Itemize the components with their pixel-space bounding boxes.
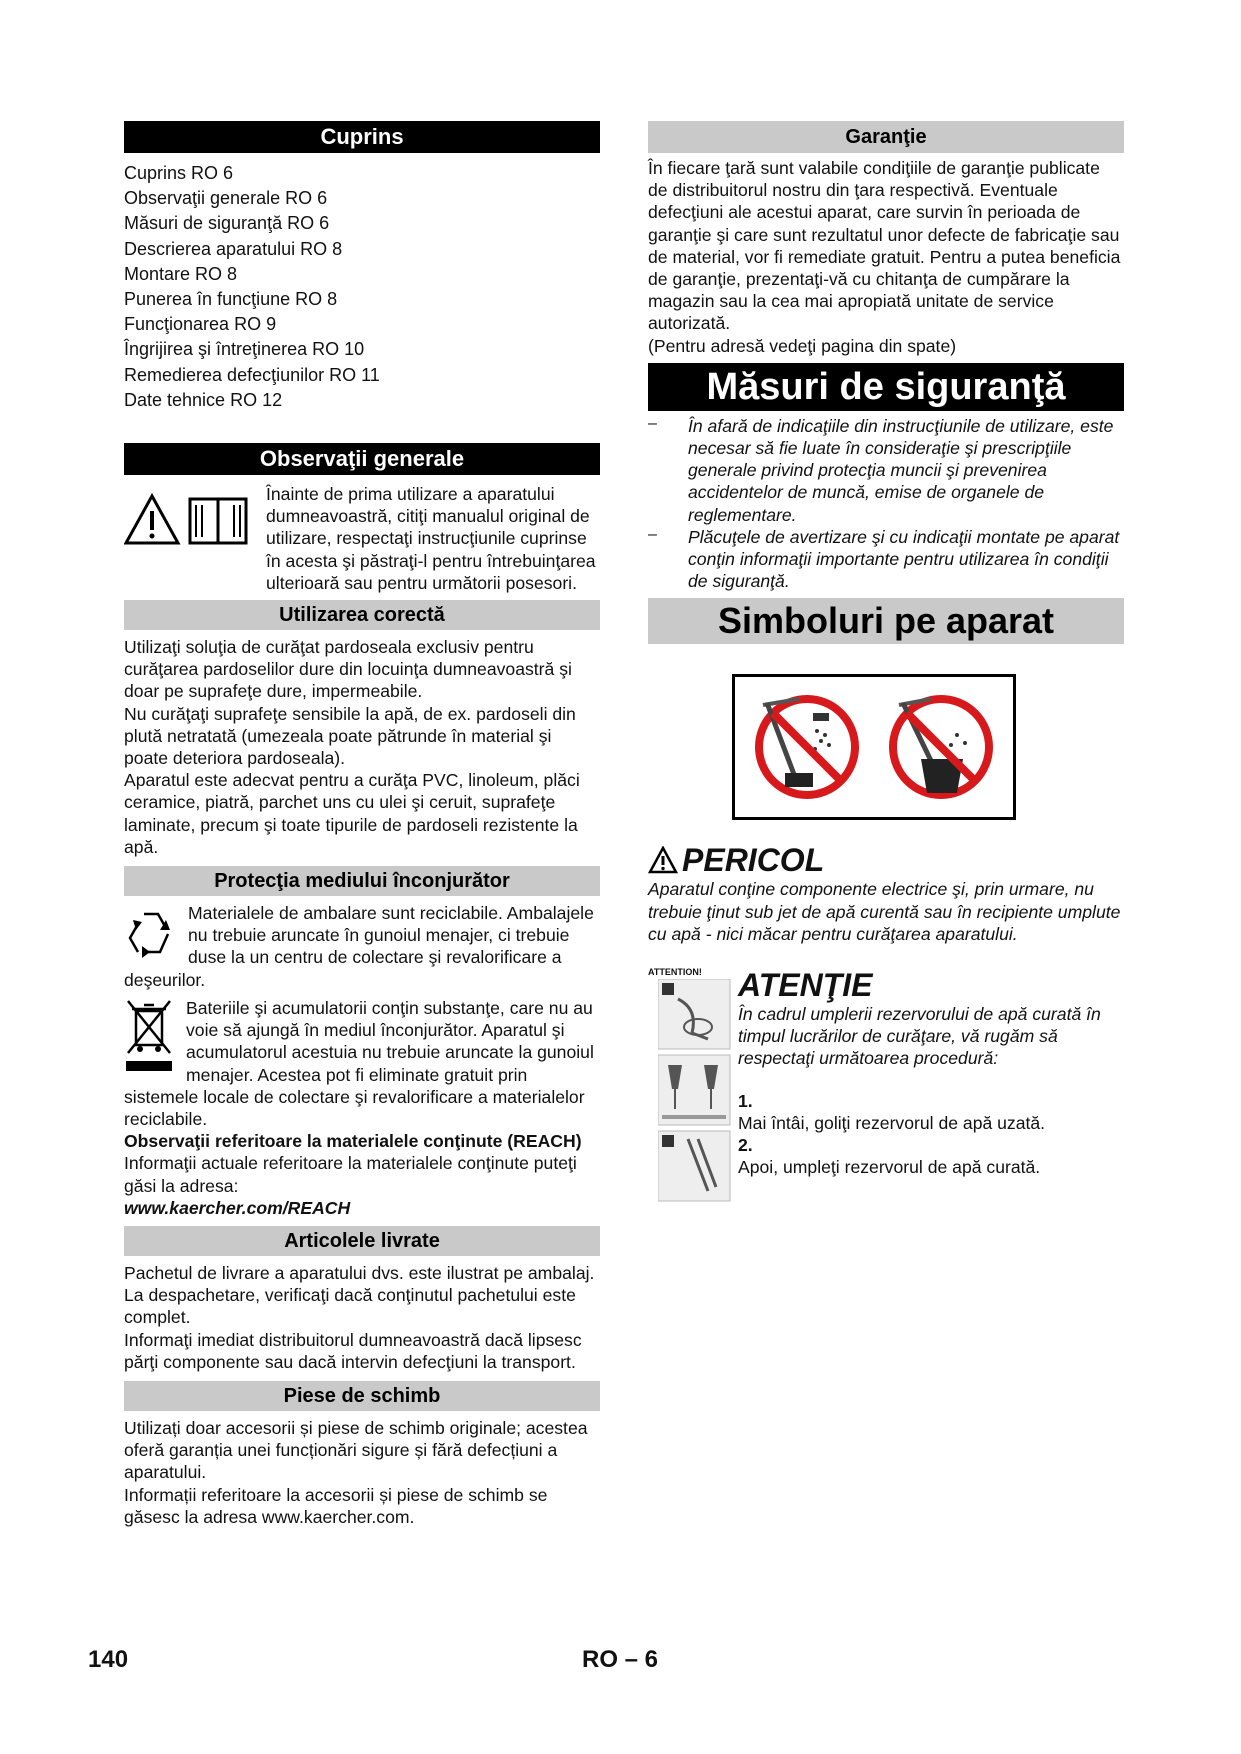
attention-image-label: ATTENTION!: [648, 967, 702, 978]
crossed-bin-icon: [124, 997, 176, 1073]
warranty-heading: Garanţie: [648, 121, 1124, 153]
safety-heading: Măsuri de siguranţă: [648, 363, 1124, 411]
step-1-number: 1.: [738, 1090, 753, 1111]
spare-heading: Piese de schimb: [124, 1381, 600, 1411]
toc-item[interactable]: Montare RO 8: [124, 263, 238, 284]
attention-images: [648, 967, 738, 1214]
toc-item[interactable]: Descrierea aparatului RO 8: [124, 238, 343, 259]
attention-content: [738, 967, 1124, 1214]
attention-block: [648, 967, 1124, 1214]
delivered-p2: Informaţi imediat distribuitorul dumneavoastră dacă lipsesc părţi componente sau dacă intervin defecţiuni la transport.: [124, 1329, 582, 1372]
page-number: 140: [88, 1646, 129, 1673]
attention-text: În cadrul umplerii rezervorului de apă curată în timpul lucrărilor de curăţare, vă rugăm să respectaţi următoarea procedură:: [738, 1004, 1101, 1069]
spare-p2: Informații referitoare la accesorii și piese de schimb se găsesc la adresa www.kaercher.com.: [124, 1484, 548, 1527]
toc-item[interactable]: Măsuri de siguranţă RO 6: [124, 213, 330, 234]
warranty-p2: (Pentru adresă vedeţi pagina din spate): [648, 335, 957, 356]
correct-use-p1: Utilizaţi soluţia de curăţat pardoseala exclusiv pentru curăţarea pardoselilor dure din locuinţa dumneavoastră şi doar pe suprafeţe dure, impermeabile.: [124, 637, 572, 702]
correct-use-p2: Nu curăţaţi suprafeţe sensibile la apă, de ex. pardoseli din plută netratată (umezeala poate pătrunde în material şi poate deteriora pardoseala).: [124, 703, 576, 769]
toc-item[interactable]: Cuprins RO 6: [124, 163, 234, 183]
toc-item[interactable]: Îngrijirea şi întreţinerea RO 10: [124, 339, 365, 360]
toc-item[interactable]: Punerea în funcţiune RO 8: [124, 289, 338, 310]
delivered-heading: Articolele livrate: [124, 1226, 600, 1256]
step-1-text: Mai întâi, goliţi rezervorul de apă uzată.: [738, 1112, 1046, 1133]
section-code: RO – 6: [582, 1646, 659, 1673]
general-intro: Înainte de prima utilizare a aparatului dumneavoastră, citiţi manualul original de utilizare, respectaţi instrucţiunile cuprinse în acesta şi păstraţi-l pentru întrebuinţarea ulterioară sau pentru următorii posesori.: [266, 484, 596, 593]
safety-item: [648, 526, 1124, 593]
warning-triangle-icon: [648, 846, 678, 874]
toc-heading: Cuprins: [124, 121, 600, 153]
safety-item: [648, 415, 1124, 526]
toc-item[interactable]: Observaţii generale RO 6: [124, 188, 328, 209]
toc-list: [124, 161, 600, 413]
toc-item[interactable]: Date tehnice RO 12: [124, 389, 283, 410]
left-column: [124, 121, 600, 1528]
environment-p2: Bateriile şi acumulatorii conţin substanţe, care nu au voie să ajungă în mediul înconjurător. Aparatul şi acumulatorul acestuia nu trebuie aruncate la gunoiul menajer. Acestea pot fi eliminate gratuit prin sistemele locale de colectare şi revalorificare a materialelor reciclabile.: [124, 997, 594, 1129]
step-2-text: Apoi, umpleţi rezervorul de apă curată.: [738, 1157, 1041, 1178]
reach-text: Informaţii actuale referitoare la materialele conţinute puteţi găsi la adresa:: [124, 1153, 577, 1196]
spare-p1: Utilizați doar accesorii și piese de schimb originale; acestea oferă garanția unei funcționări sigure și fără defecțiuni a aparatului.: [124, 1417, 588, 1483]
environment-p1: Materialele de ambalare sunt reciclabile. Ambalajele nu trebuie aruncate în gunoiul menajer, ci trebuie duse la un centru de colectare şi revalorificare a deşeurilor.: [124, 903, 594, 990]
prohibition-symbols: [732, 674, 1016, 820]
reach-link[interactable]: www.kaercher.com/REACH: [124, 1197, 351, 1218]
warranty-p1: În fiecare ţară sunt valabile condiţiile de garanţie publicate de distribuitorul nostru din ţara respectivă. Eventuale defecţiuni ale acestui aparat, care survin în perioada de garanţie şi care sunt rezultatul unor defecte de fabricaţie sau de material, vor fi remediate gratuit. Pentru a putea beneficia de garanţie, prezentaţi-vă cu chitanţa de cumpărare la magazin sau la cea mai apropiată unitate de service autorizată.: [648, 158, 1121, 334]
dash-marker: –: [648, 525, 657, 543]
environment-heading: Protecţia mediului înconjurător: [124, 866, 600, 896]
warning-manual-icons: [124, 483, 256, 594]
warning-triangle-book-icon: [124, 493, 250, 547]
right-column: [648, 121, 1124, 1214]
correct-use-p3: Aparatul este adecvat pentru a curăţa PVC, linoleum, plăci ceramice, piatră, parchet uns cu ulei şi ceruit, suprafeţe laminate, precum şi toate tipurile de pardoseli rezistente la apă.: [124, 770, 580, 857]
recycle-icon: [124, 908, 178, 960]
danger-title: PERICOL: [682, 842, 825, 879]
danger-text: Aparatul conţine componente electrice şi, prin urmare, nu trebuie ţinut sub jet de apă curentă sau în recipiente umplute cu apă - nici măcar pentru curăţarea aparatului.: [648, 879, 1121, 944]
symbols-heading: Simboluri pe aparat: [648, 598, 1124, 644]
attention-title: ATENŢIE: [738, 967, 873, 1004]
step-2-number: 2.: [738, 1135, 753, 1156]
danger-heading-row: [648, 842, 1124, 878]
correct-use-heading: Utilizarea corectă: [124, 600, 600, 630]
toc-item[interactable]: Funcţionarea RO 9: [124, 314, 277, 335]
no-shower-no-bucket-icon: [735, 677, 1013, 817]
reach-title: Observaţii referitoare la materialele conţinute (REACH): [124, 1131, 582, 1152]
delivered-p1: Pachetul de livrare a aparatului dvs. este ilustrat pe ambalaj. La despachetare, verificaţi dacă conţinutul pachetului este complet.: [124, 1262, 595, 1328]
safety-item-text: În afară de indicaţiile din instrucţiunile de utilizare, este necesar să fie luate în consideraţie şi prescripţiile generale privind protecţia muncii şi prevenirea accidentelor de muncă, emise de organele de reglementare.: [688, 415, 1114, 525]
general-heading: Observaţii generale: [124, 443, 600, 475]
toc-item[interactable]: Remedierea defecţiunilor RO 11: [124, 364, 380, 385]
safety-item-text: Plăcuţele de avertizare şi cu indicaţii montate pe aparat conţin informaţii importante pentru utilizarea în condiţii de siguranţă.: [688, 526, 1120, 592]
dash-marker: –: [648, 414, 657, 432]
filling-procedure-icon: [658, 979, 734, 1209]
